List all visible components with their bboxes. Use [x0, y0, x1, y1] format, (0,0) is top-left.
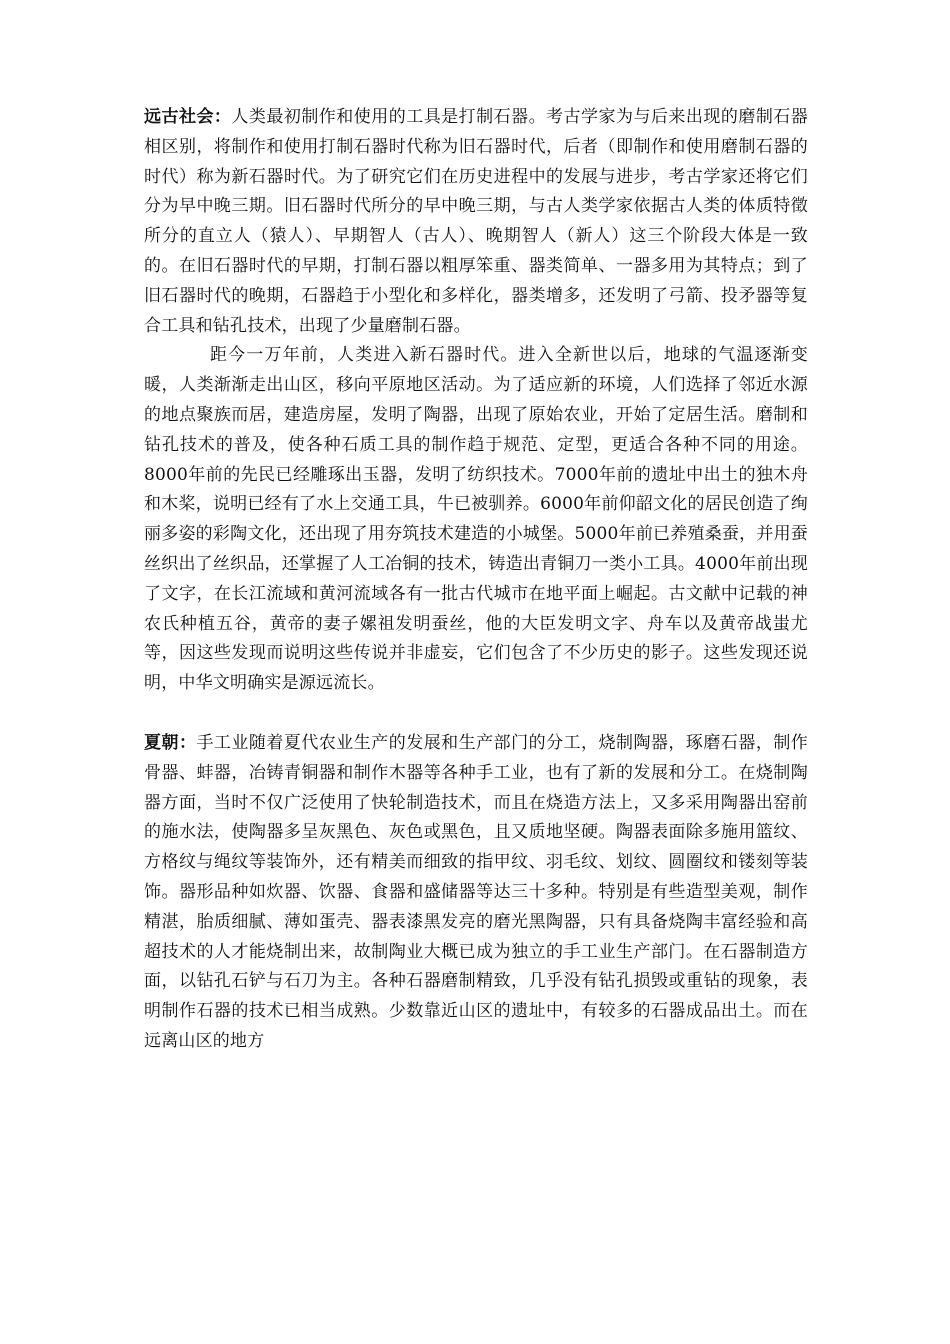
paragraph-ancient-society-1 [144, 103, 808, 341]
document-page [144, 103, 808, 1057]
paragraph-text: 手工业随着夏代农业生产的发展和生产部门的分工，烧制陶器，琢磨石器，制作骨器、蚌器，冶铸青铜器和制作木器等各种手工业，也有了新的发展和分工。在烧制陶器方面，当时不仅广泛使用了快轮制造技术，而且在烧造方法上，又多采用陶器出窑前的施水法，使陶器多呈灰黑色、灰色或黑色，且又质地坚硬。陶器表面除多施用篮纹、方格纹与绳纹等装饰外，还有精美而细致的指甲纹、羽毛纹、划纹、圆圈纹和镂刻等装饰。器形品种如炊器、饮器、食器和盛储器等达三十多种。特别是有些造型美观，制作精湛，胎质细腻、薄如蛋壳、器表漆黑发亮的磨光黑陶器，只有具备烧陶丰富经验和高超技术的人才能烧制出来，故制陶业大概已成为独立的手工业生产部门。在石器制造方面，以钻孔石铲与石刀为主。各种石器磨制精致，几乎没有钻孔损毁或重钻的现象，表明制作石器的技术已相当成熟。少数靠近山区的遗址中，有较多的石器成品出土。而在远离山区的地方 [144, 732, 808, 1051]
paragraph-text: 人类最初制作和使用的工具是打制石器。考古学家为与后来出现的磨制石器相区别，将制作和使用打制石器时代称为旧石器时代，后者（即制作和使用磨制石器的时代）称为新石器时代。为了研究它们在历史进程中的发展与进步，考古学家还将它们分为早中晚三期。旧石器时代所分的早中晚三期，与古人类学家依据古人类的体质特徵所分的直立人（猿人）、早期智人（古人）、晚期智人（新人）这三个阶段大体是一致的。在旧石器时代的早期，打制石器以粗厚笨重、器类简单、一器多用为其特点；到了旧石器时代的晚期，石器趋于小型化和多样化，器类增多，还发明了弓箭、投矛器等复合工具和钻孔技术，出现了少量磨制石器。 [144, 107, 808, 336]
section-heading-ancient-society: 远古社会： [144, 107, 232, 127]
section-spacer [144, 699, 808, 729]
paragraph-ancient-society-2: 距今一万年前，人类进入新石器时代。进入全新世以后，地球的气温逐渐变暖，人类渐渐走出山区，移向平原地区活动。为了适应新的环境，人们选择了邻近水源的地点聚族而居，建造房屋，发明了陶器，出现了原始农业，开始了定居生活。磨制和钻孔技术的普及，使各种石质工具的制作趋于规范、定型，更适合各种不同的用途。8000年前的先民已经雕琢出玉器，发明了纺织技术。7000年前的遗址中出土的独木舟和木桨，说明已经有了水上交通工具，牛已被驯养。6000年前仰韶文化的居民创造了绚丽多姿的彩陶文化，还出现了用夯筑技术建造的小城堡。5000年前已养殖桑蚕，并用蚕丝织出了丝织品，还掌握了人工冶铜的技术，铸造出青铜刀一类小工具。4000年前出现了文字，在长江流域和黄河流域各有一批古代城市在地平面上崛起。古文献中记载的神农氏种植五谷，黄帝的妻子嫘祖发明蚕丝，他的大臣发明文字、舟车以及黄帝战蚩尤等，因这些发现而说明这些传说并非虚妄，它们包含了不少历史的影子。这些发现还说明，中华文明确实是源远流长。 [144, 345, 808, 694]
paragraph-xia-dynasty-1 [144, 729, 808, 1057]
section-heading-xia-dynasty: 夏朝： [144, 732, 197, 753]
